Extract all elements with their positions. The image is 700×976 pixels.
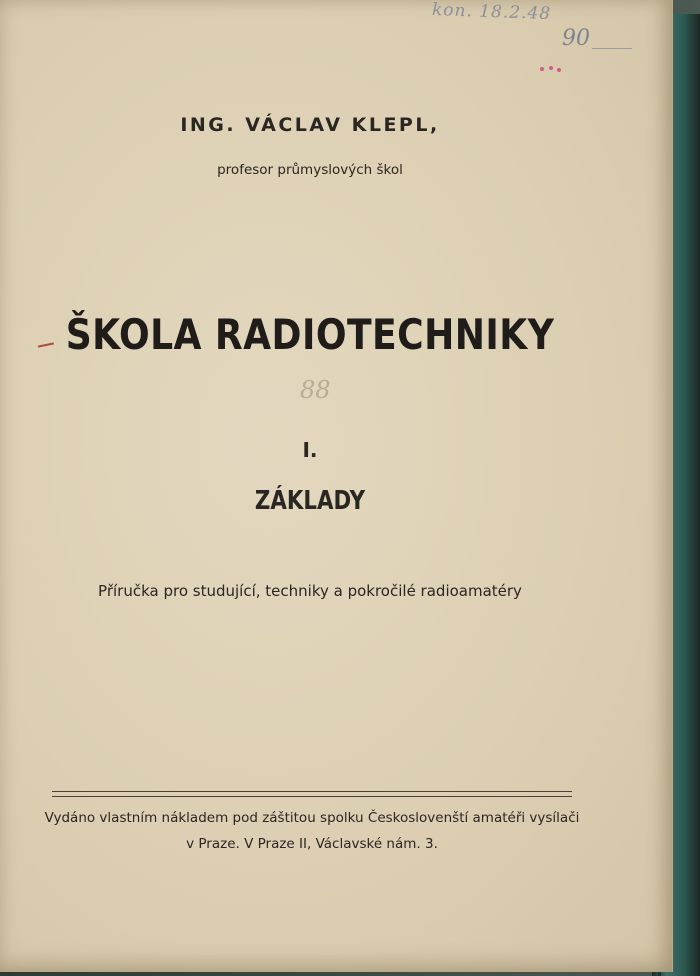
book-subtitle: ZÁKLADY	[254, 486, 366, 516]
book-description: Příručka pro studující, techniky a pokročilé radioamatéry	[98, 582, 522, 600]
handwritten-corner-number: 90	[562, 26, 590, 51]
book-title: ŠKOLA RADIOTECHNIKY	[65, 310, 555, 359]
handwritten-note-top: kon. 18.2.48	[431, 0, 552, 25]
pink-ink-dots	[540, 64, 564, 74]
author-role: profesor průmyslových škol	[217, 162, 403, 178]
publisher-line-1: Vydáno vlastním nákladem pod záštitou spolku Českoslovenští amatéři vysílači	[44, 810, 580, 826]
handwritten-middle-number: 88	[300, 376, 331, 404]
divider-rule-top	[52, 791, 572, 792]
handwritten-dash	[592, 48, 632, 49]
author-name: ING. VÁCLAV KLEPL,	[180, 114, 440, 136]
publisher-line-2: v Praze. V Praze II, Václavské nám. 3.	[186, 836, 438, 852]
volume-number: I.	[302, 438, 318, 462]
divider-rule-bottom	[52, 796, 572, 797]
